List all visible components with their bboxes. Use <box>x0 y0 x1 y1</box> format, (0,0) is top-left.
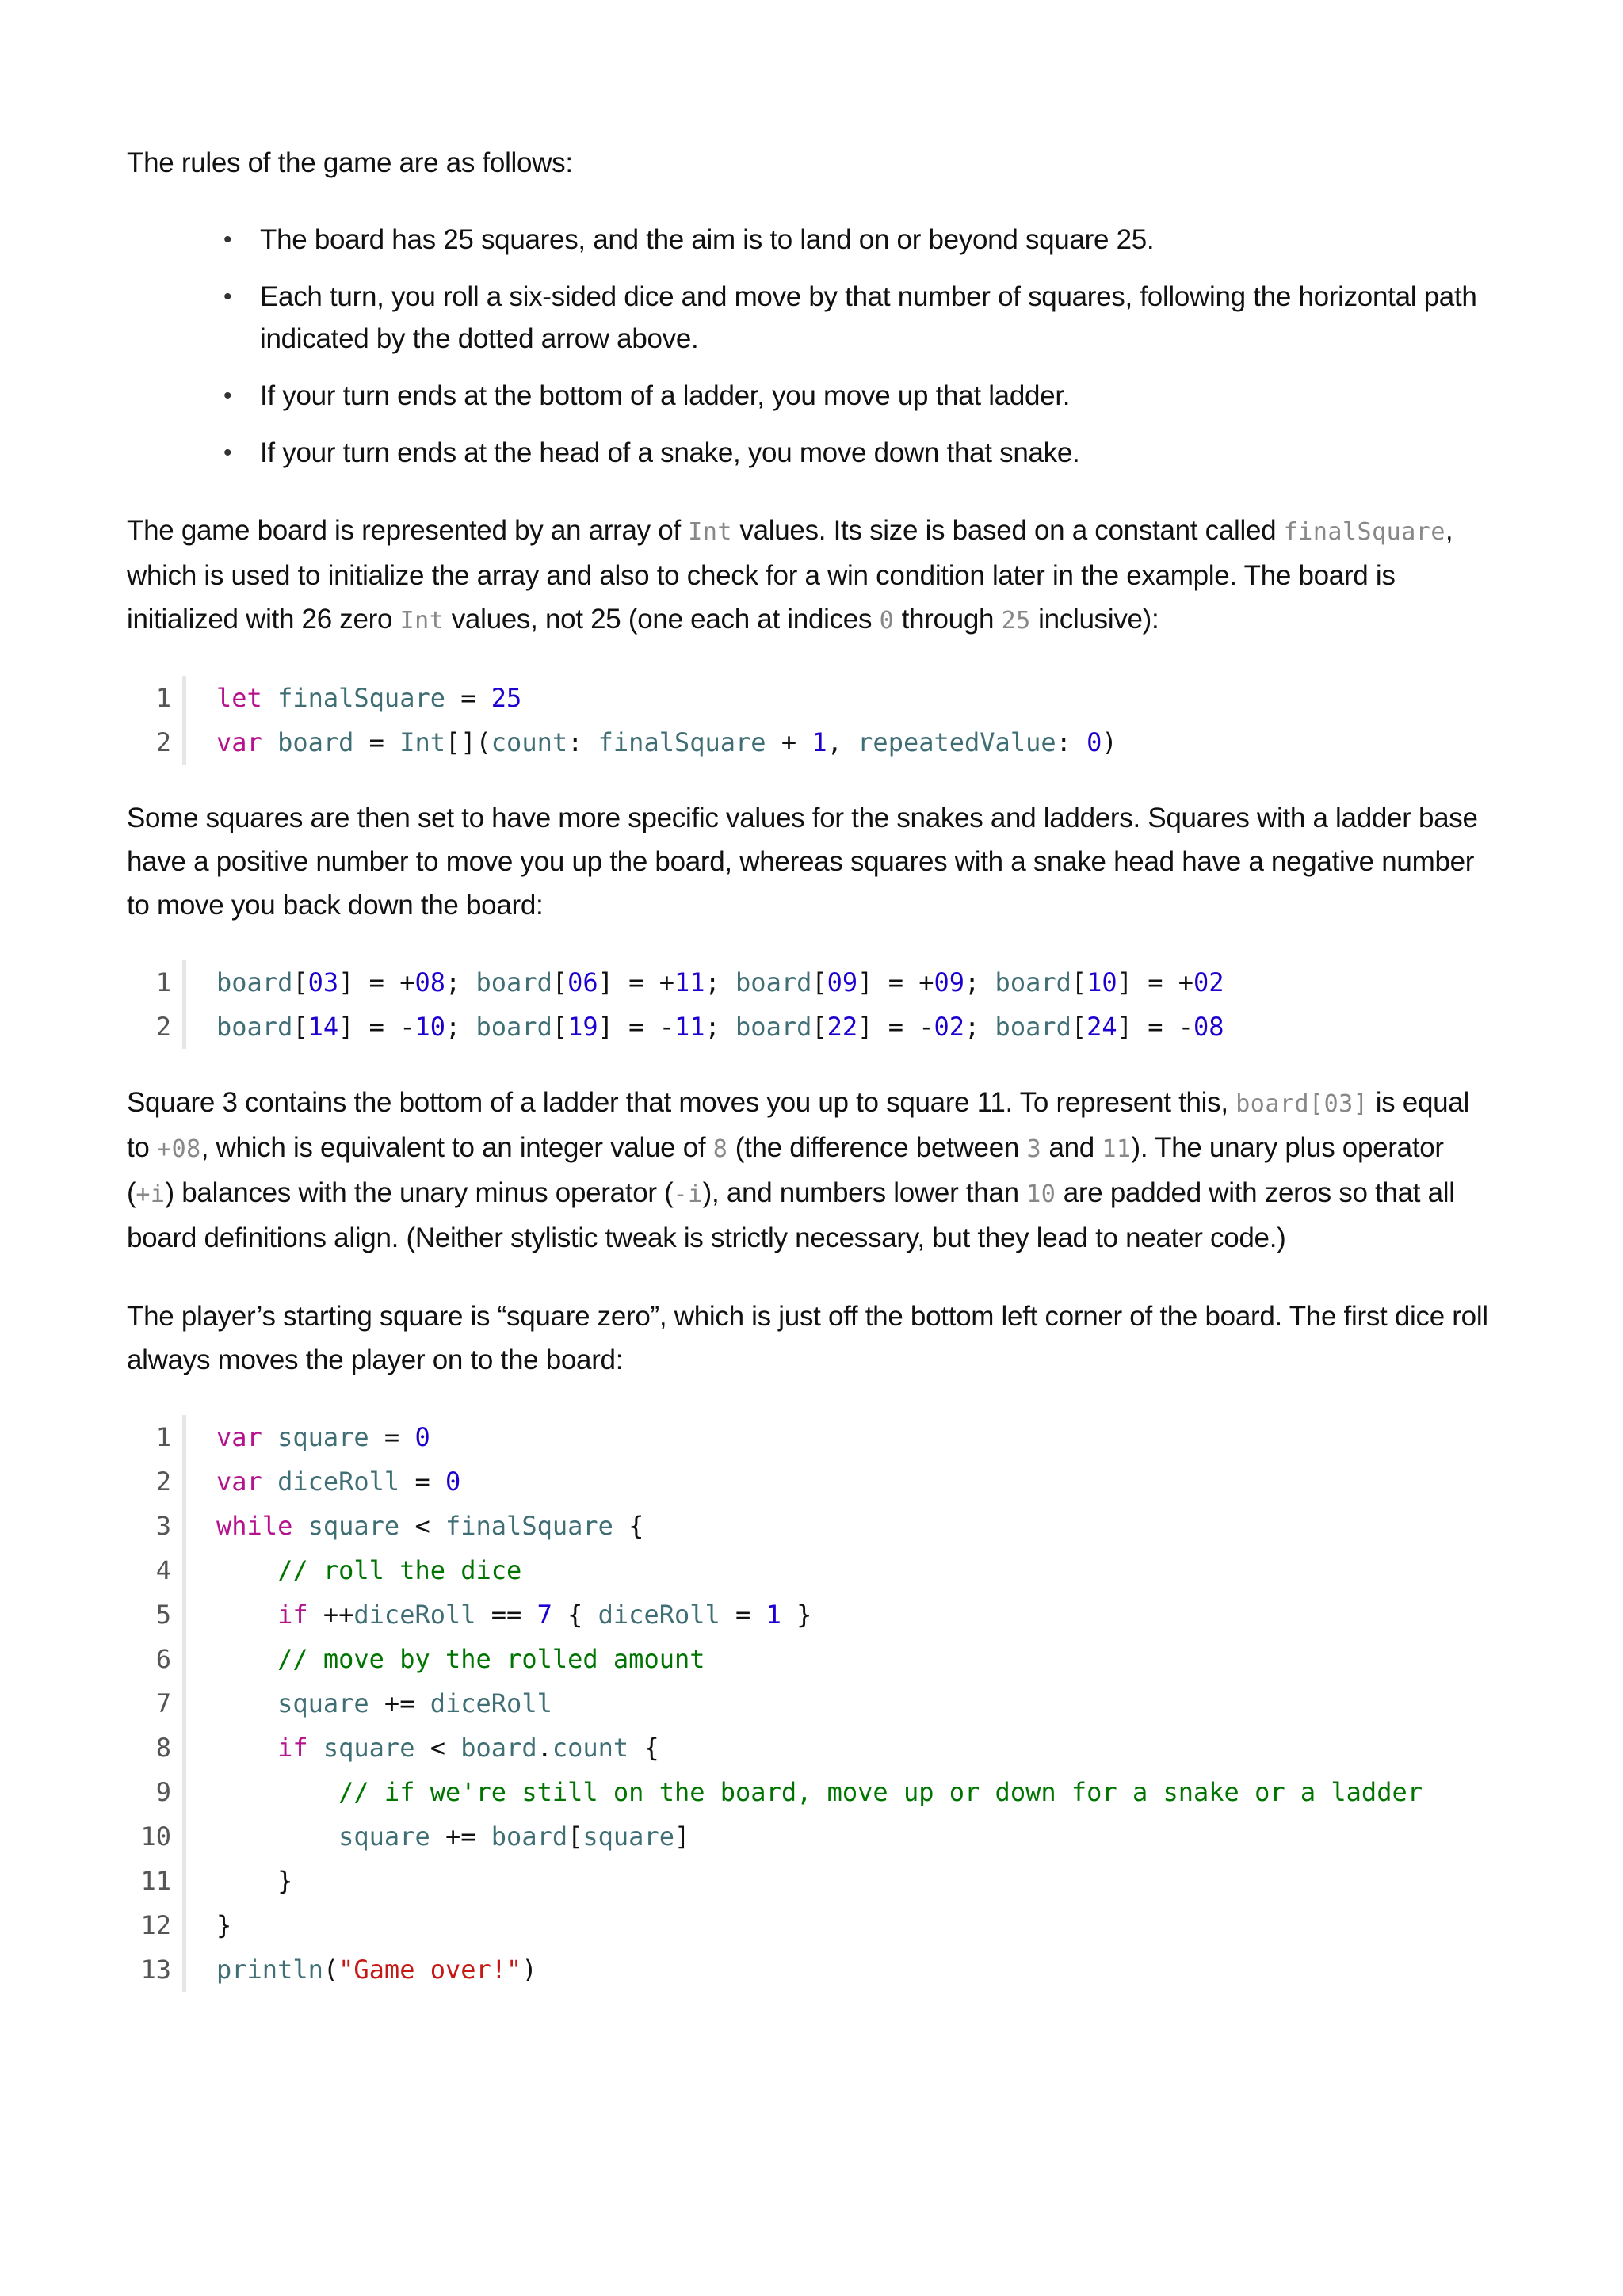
code-line <box>127 1947 1498 1992</box>
line-number: 7 <box>155 1688 171 1718</box>
code-text: // roll the dice <box>277 1555 522 1585</box>
code-listing-board-init <box>127 676 1498 765</box>
code-line <box>127 1770 1498 1814</box>
bullet-icon: • <box>223 227 232 253</box>
start-paragraph: The player’s starting square is “square zero”, which is just off the bottom left corner of the board. The first dice roll always moves the player on to the board: <box>127 1301 1488 1375</box>
code-text: while square < finalSquare { <box>216 1511 644 1541</box>
code-listing-game-loop <box>127 1415 1498 1992</box>
code-line <box>127 1681 1498 1726</box>
bullet-icon: • <box>223 383 232 409</box>
square3-paragraph: Square 3 contains the bottom of a ladder that moves you up to square 11. To represent this, board[03] is equal to +08, which is equivalent to an integer value of 8 (the difference between 3 and 11). The unary plus operator (+i) balances with the unary minus operator (-i), and numbers lower than 10 are padded with zeros so that all board definitions align. (Neither stylistic tweak is strictly necessary, but they lead to neater code.) <box>127 1087 1469 1253</box>
code-line <box>127 960 1498 1005</box>
code-line <box>127 1005 1498 1049</box>
code-text: println("Game over!") <box>216 1955 537 1985</box>
code-line <box>127 1504 1498 1548</box>
code-text: let finalSquare = 25 <box>216 683 522 713</box>
line-number: 4 <box>155 1555 171 1585</box>
inline-code: finalSquare <box>1283 518 1445 546</box>
code-line <box>127 1814 1498 1859</box>
line-number: 12 <box>140 1910 171 1940</box>
inline-code: board[03] <box>1235 1090 1369 1118</box>
list-item: • If your turn ends at the bottom of a ladder, you move up that ladder. <box>223 375 1498 417</box>
code-listing-snakes-ladders <box>127 960 1498 1049</box>
code-text: board[14] = -10; board[19] = -11; board[22] = -02; board[24] = -08 <box>216 1012 1224 1042</box>
code-text: square += diceRoll <box>277 1688 552 1718</box>
line-number: 3 <box>155 1511 171 1541</box>
board-paragraph: The game board is represented by an array of Int values. Its size is based on a constant called finalSquare, which is used to initialize the array and also to check for a win condition later in the example. The board is initialized with 26 zero Int values, not 25 (one each at indices 0 through 25 inclusive): <box>127 515 1453 635</box>
inline-code: +08 <box>157 1135 201 1163</box>
line-number: 9 <box>155 1777 171 1807</box>
line-number: 8 <box>155 1733 171 1763</box>
line-number: 2 <box>155 1012 171 1042</box>
code-line <box>127 1415 1498 1459</box>
code-line <box>127 1592 1498 1637</box>
inline-code: -i <box>673 1180 703 1208</box>
line-number: 5 <box>155 1600 171 1630</box>
bullet-icon: • <box>223 284 232 310</box>
intro-paragraph: The rules of the game are as follows: <box>127 147 573 178</box>
bullet-icon: • <box>223 440 232 466</box>
line-number: 1 <box>155 967 171 997</box>
inline-code: 25 <box>1001 607 1031 635</box>
code-line <box>127 720 1498 765</box>
line-number: 11 <box>140 1866 171 1896</box>
code-text: } <box>216 1910 232 1940</box>
line-number: 2 <box>155 1466 171 1497</box>
inline-code: 10 <box>1026 1180 1056 1208</box>
rules-list <box>127 219 1498 474</box>
code-text: // if we're still on the board, move up or down for a snake or a ladder <box>338 1777 1423 1807</box>
list-item: • The board has 25 squares, and the aim is to land on or beyond square 25. <box>223 219 1498 261</box>
inline-code: 0 <box>879 607 895 635</box>
code-line <box>127 1637 1498 1681</box>
line-number: 13 <box>140 1955 171 1985</box>
code-text: if ++diceRoll == 7 { diceRoll = 1 } <box>277 1600 812 1630</box>
code-line <box>127 1726 1498 1770</box>
inline-code: +i <box>136 1180 166 1208</box>
code-text: var diceRoll = 0 <box>216 1466 461 1497</box>
code-text: square += board[square] <box>338 1821 690 1852</box>
inline-code: Int <box>399 607 445 635</box>
code-text: if square < board.count { <box>277 1733 659 1763</box>
inline-code: 11 <box>1102 1135 1132 1163</box>
code-line <box>127 1459 1498 1504</box>
code-line <box>127 1859 1498 1903</box>
inline-code: Int <box>688 518 732 546</box>
line-number: 10 <box>140 1821 171 1852</box>
code-line <box>127 676 1498 720</box>
line-number: 1 <box>155 683 171 713</box>
list-item: • Each turn, you roll a six-sided dice and move by that number of squares, following the horizontal path indicated by the dotted arrow above. <box>223 276 1498 360</box>
inline-code: 3 <box>1026 1135 1042 1163</box>
code-text: } <box>216 1866 293 1896</box>
code-line <box>127 1903 1498 1947</box>
line-number: 1 <box>155 1422 171 1452</box>
code-text: // move by the rolled amount <box>277 1644 705 1674</box>
code-text: var square = 0 <box>216 1422 430 1452</box>
document-page <box>127 141 1498 1992</box>
list-item: • If your turn ends at the head of a snake, you move down that snake. <box>223 432 1498 474</box>
squares-paragraph: Some squares are then set to have more specific values for the snakes and ladders. Squares with a ladder base have a positive number to move you up the board, whereas squares with a snake head have a negative number to move you back down the board: <box>127 803 1478 921</box>
code-text: var board = Int[](count: finalSquare + 1, repeatedValue: 0) <box>216 727 1117 757</box>
code-line <box>127 1548 1498 1592</box>
line-number: 2 <box>155 727 171 757</box>
inline-code: 8 <box>712 1135 728 1163</box>
code-text: board[03] = +08; board[06] = +11; board[09] = +09; board[10] = +02 <box>216 967 1224 997</box>
line-number: 6 <box>155 1644 171 1674</box>
